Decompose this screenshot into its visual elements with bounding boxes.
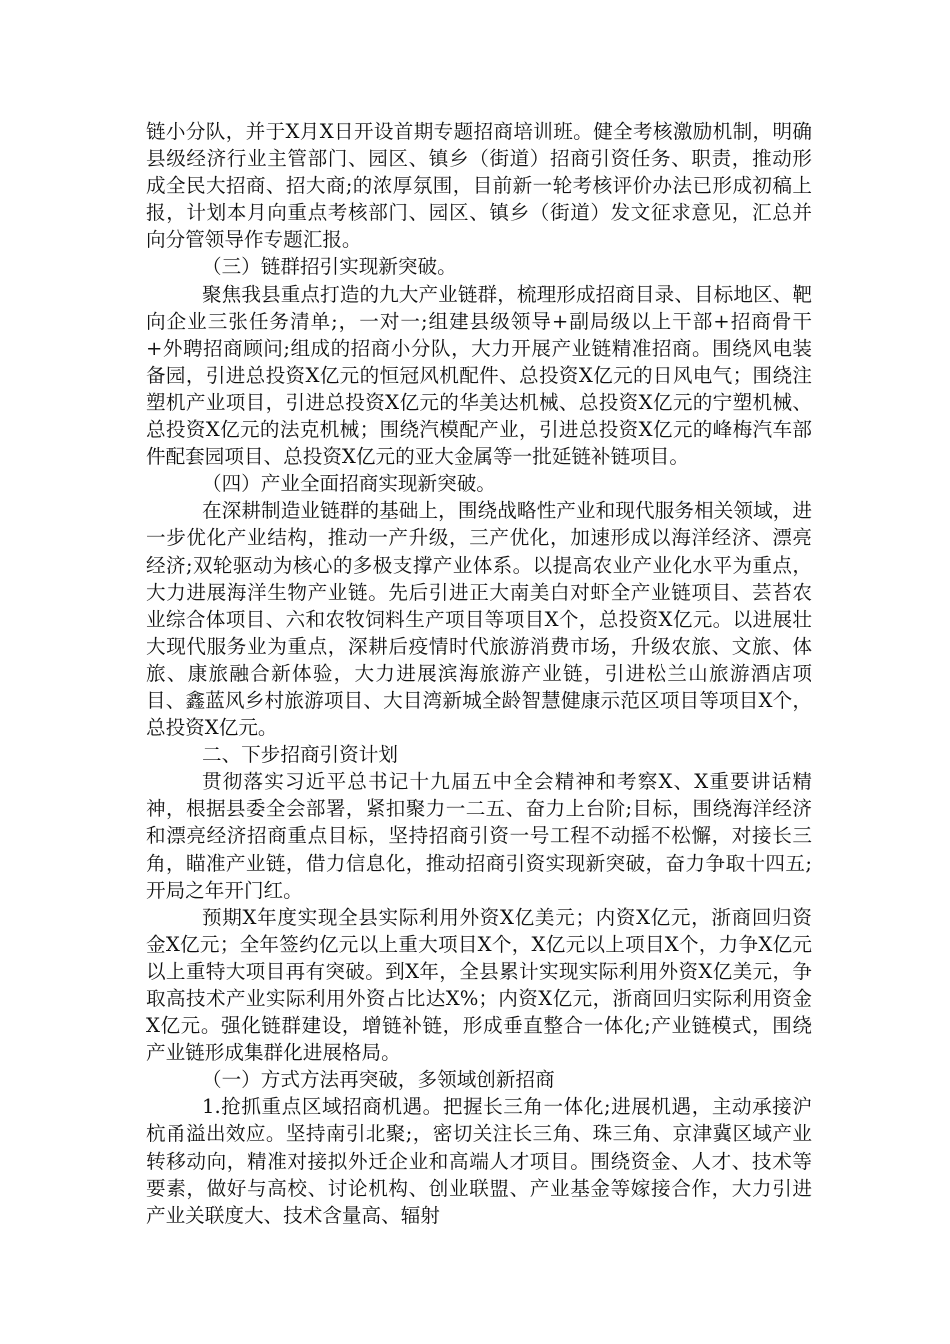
paragraph-6: 1.抢抓重点区域招商机遇。把握长三角一体化;进展机遇，主动承接沪杭甬溢出效应。坚持南引北聚;，密切关注长三角、珠三角、京津冀区域产业转移动向，精准对接拟外迁企业和高端人才项目。围绕资金、人才、技术等要素，做好与高校、讨论机构、创业联盟、产业基金等嫁接合作，大力引进产业关联度大、技术含量高、辐射 <box>146 1095 812 1227</box>
paragraph-1: 链小分队，并于X月X日开设首期专题招商培训班。健全考核激励机制，明确县级经济行业主管部门、园区、镇乡（街道）招商引资任务、职责，推动形成全民大招商、招大商;的浓厚氛围，目前新一轮考核评价办法已形成初稿上报，计划本月向重点考核部门、园区、镇乡（街道）发文征求意见，汇总并向分管领导作专题汇报。 <box>146 120 812 252</box>
section-heading-4: （四）产业全面招商实现新突破。 <box>202 472 496 496</box>
subsection-heading-1: （一）方式方法再突破，多领域创新招商 <box>202 1068 555 1092</box>
paragraph-4: 贯彻落实习近平总书记十九届五中全会精神和考察X、X重要讲话精神，根据县委全会部署，紧扣聚力一二五、奋力上台阶;目标，围绕海洋经济和漂亮经济招商重点目标，坚持招商引资一号工程不动摇不松懈，对接长三角，瞄准产业链，借力信息化，推动招商引资实现新突破，奋力争取十四五;开局之年开门红。 <box>146 770 812 902</box>
paragraph-5: 预期X年度实现全县实际利用外资X亿美元；内资X亿元，浙商回归资金X亿元；全年签约亿元以上重大项目X个，X亿元以上项目X个，力争X亿元以上重特大项目再有突破。到X年，全县累计实现实际利用外资X亿美元，争取高技术产业实际利用外资占比达X%；内资X亿元，浙商回归实际利用资金X亿元。强化链群建设，增链补链，形成垂直整合一体化;产业链模式，围绕产业链形成集群化进展格局。 <box>146 905 812 1065</box>
paragraph-2: 聚焦我县重点打造的九大产业链群，梳理形成招商目录、目标地区、靶向企业三张任务清单;，一对一;组建县级领导+副局级以上干部+招商骨干+外聘招商顾问;组成的招商小分队，大力开展产业链精准招商。围绕风电装备园，引进总投资X亿元的恒冠风机配件、总投资X亿元的日风电气；围绕注塑机产业项目，引进总投资X亿元的华美达机械、总投资X亿元的宁塑机械、总投资X亿元的法克机械；围绕汽模配产业，引进总投资X亿元的峰梅汽车部件配套园项目、总投资X亿元的亚大金属等一批延链补链项目。 <box>146 282 812 469</box>
chapter-heading-2: 二、下步招商引资计划 <box>202 743 398 767</box>
document-body <box>146 118 812 1229</box>
paragraph-3: 在深耕制造业链群的基础上，围绕战略性产业和现代服务相关领域，进一步优化产业结构，推动一产升级，三产优化，加速形成以海洋经济、漂亮经济;双轮驱动为核心的多极支撑产业体系。以提高农业产业化水平为重点，大力进展海洋生物产业链。先后引进正大南美白对虾全产业链项目、芸苔农业综合体项目、六和农牧饲料生产项目等项目X个，总投资X亿元。以进展壮大现代服务业为重点，深耕后疫情时代旅游消费市场，升级农旅、文旅、体旅、康旅融合新体验，大力进展滨海旅游产业链，引进松兰山旅游酒店项目、鑫蓝风乡村旅游项目、大目湾新城全龄智慧健康示范区项目等项目X个，总投资X亿元。 <box>146 499 812 740</box>
section-heading-3: （三）链群招引实现新突破。 <box>202 255 457 279</box>
